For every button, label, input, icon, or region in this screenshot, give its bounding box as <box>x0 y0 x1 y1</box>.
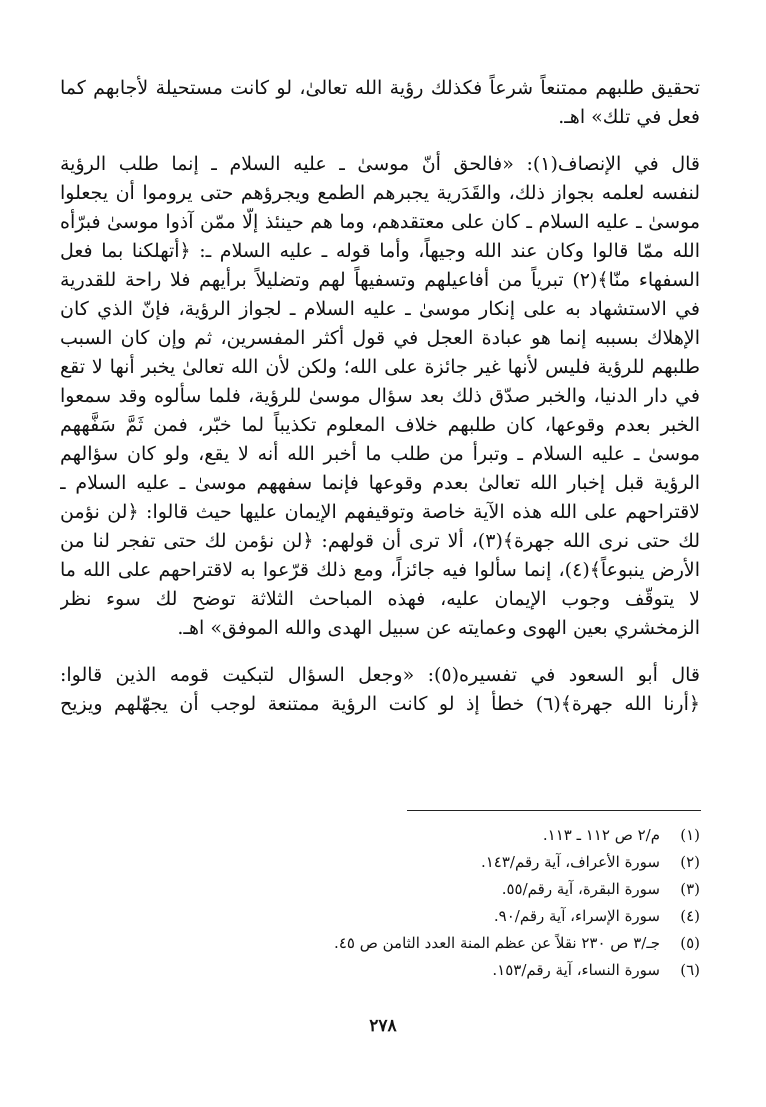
footnote-text: سورة النساء، آية رقم/١٥٣. <box>492 961 660 979</box>
footnote-text: سورة الأعراف، آية رقم/١٤٣. <box>480 853 660 871</box>
footnote-number: (٣) <box>680 880 700 898</box>
text-line: لا يتوقّف وجوب الإيمان عليه، فهذه المباحث الثلاثة توضح لك سوء نظر <box>60 588 700 610</box>
main-text <box>60 74 700 719</box>
footnote-number: (١) <box>680 826 700 844</box>
text-line: طلبهم للرؤية فليس لأنها غير جائزة على الله؛ ولكن لأن الله تعالىٰ يخبر أنها لا تقع <box>60 356 700 378</box>
text-line: ﴿أرنا الله جهرة﴾(٦) خطأ إذ لو كانت الرؤية ممتنعة لوجب أن يجهّلهم ويزيح <box>60 693 700 715</box>
page-number: ٢٧٨ <box>369 1016 397 1036</box>
text-line: قال أبو السعود في تفسيره(٥): «وجعل السؤال لتبكيت قومه الذين قالوا: <box>60 664 700 686</box>
footnote-number: (٤) <box>680 907 700 925</box>
text-line: لاقتراحهم على الله هذه الآية خاصة وتوقيفهم الإيمان عليها حيث قالوا: ﴿لن نؤمن <box>60 501 700 523</box>
text-line: الزمخشري بعين الهوى وعمايته عن سبيل الهدى والله الموفق» اهـ. <box>177 617 700 639</box>
paragraph-2 <box>60 150 700 643</box>
text-line: موسىٰ ـ عليه السلام ـ وتبرأ من طلب ما أخبر الله أنه لا يقع، ولو كان سؤالهم <box>60 443 700 465</box>
footnote-text: جـ/٣ ص ٢٣٠ نقلاً عن عظم المنة العدد الثامن ص ٤٥. <box>334 934 660 952</box>
text-line: موسىٰ ـ عليه السلام ـ كان على معتقدهم، وما هم حينئذ إلَّا ممّن آذوا موسىٰ فبرّأه <box>60 211 700 233</box>
text-line: في الاستشهاد به على إنكار موسىٰ ـ عليه السلام ـ لجواز الرؤية، فإنّ الذي كان <box>60 298 700 320</box>
text-line: فعل في تلك» اهـ. <box>558 106 700 128</box>
footnote-number: (٦) <box>680 961 700 979</box>
footnote-item <box>80 822 700 849</box>
footnote-text: سورة البقرة، آية رقم/٥٥. <box>501 880 660 898</box>
footnote-text: م/٢ ص ١١٢ ـ ١١٣. <box>542 826 660 844</box>
text-line: في دار الدنيا، والخبر صدّق ذلك بعد سؤال موسىٰ للرؤية، فلما سألوه وقد سمعوا <box>60 385 700 407</box>
text-line: الرؤية قبل إخبار الله تعالىٰ بعدم وقوعها فإنما سفههم موسىٰ ـ عليه السلام ـ <box>60 472 700 494</box>
footnote-number: (٢) <box>680 853 700 871</box>
text-line: الإهلاك بسببه إنما هو عبادة العجل في قول أكثر المفسرين، ثم وإن كان السبب <box>60 327 700 349</box>
footnote-item <box>80 876 700 903</box>
footnote-item <box>80 957 700 984</box>
footnote-item <box>80 849 700 876</box>
paragraph-1 <box>60 74 700 132</box>
footnote-text: سورة الإسراء، آية رقم/٩٠. <box>493 907 660 925</box>
footnote-divider <box>407 810 701 811</box>
text-line: الله ممّا قالوا وكان عند الله وجيهاً، وأما قوله ـ عليه السلام ـ: ﴿أتهلكنا بما فعل <box>60 240 700 262</box>
footnotes <box>80 822 700 984</box>
text-line: تحقيق طلبهم ممتنعاً شرعاً فكذلك رؤية الله تعالىٰ، لو كانت مستحيلة لأجابهم كما <box>60 77 700 99</box>
footnote-item <box>80 930 700 957</box>
text-line: السفهاء منّا﴾(٢) تبرياً من أفاعيلهم وتسفيهاً لهم وتضليلاً برأيهم فلا راحة للقدرية <box>60 269 700 291</box>
paragraph-3 <box>60 661 700 719</box>
text-line: الأرض ينبوعاً﴾(٤)، إنما سألوا فيه جائزاً، ومع ذلك قرّعوا به لاقتراحهم على الله ما <box>60 559 700 581</box>
footnote-number: (٥) <box>680 934 700 952</box>
text-line: لنفسه لعلمه بجواز ذلك، والقَدَرية يجبرهم الطمع ويجرؤهم حتى يروموا أن يجعلوا <box>60 182 700 204</box>
footnote-item <box>80 903 700 930</box>
text-line: لك حتى نرى الله جهرة﴾(٣)، ألا ترى أن قولهم: ﴿لن نؤمن لك حتى تفجر لنا من <box>60 530 700 552</box>
text-line: الخبر بعدم وقوعها، كان طلبهم خلاف المعلوم تكذيباً لما خبّر، فمن ثَمَّ سَفَّههم <box>60 414 700 436</box>
text-line: قال في الإنصاف(١): «فالحق أنّ موسىٰ ـ عليه السلام ـ إنما طلب الرؤية <box>60 153 700 175</box>
